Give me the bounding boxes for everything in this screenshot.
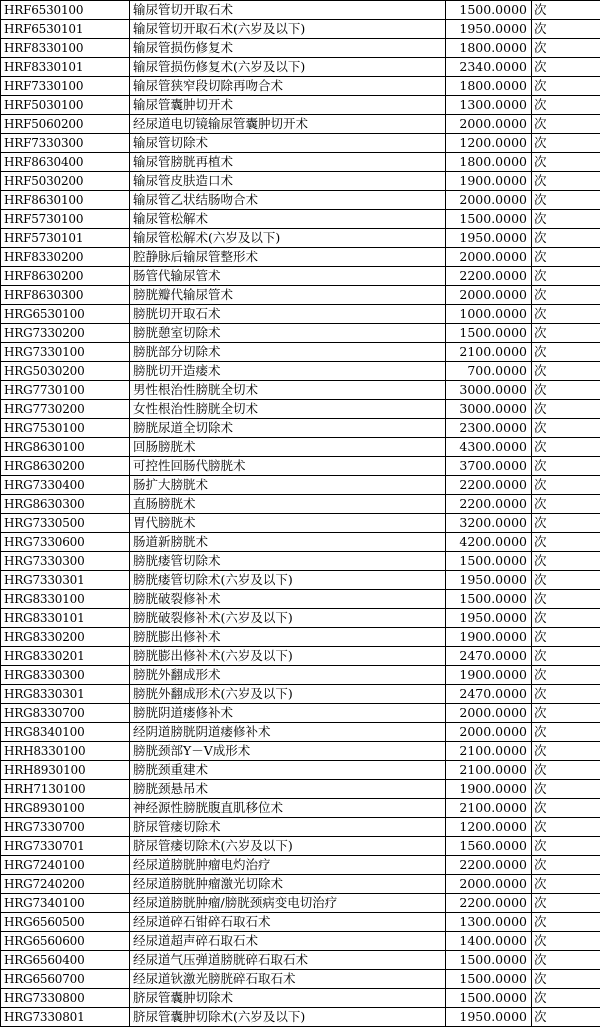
item-price-cell: 2200.0000 bbox=[446, 894, 532, 913]
item-name-cell: 膀胱瓣代输尿管术 bbox=[130, 286, 446, 305]
item-name-cell: 输尿管损伤修复术(六岁及以下) bbox=[130, 58, 446, 77]
item-name-cell: 输尿管膀胱再植术 bbox=[130, 153, 446, 172]
item-name-cell: 输尿管切开取石术(六岁及以下) bbox=[130, 20, 446, 39]
item-code-cell: HRF8630400 bbox=[1, 153, 130, 172]
item-unit-cell: 次 bbox=[532, 761, 600, 780]
table-row bbox=[1, 571, 600, 590]
item-code-cell: HRG6560400 bbox=[1, 951, 130, 970]
item-name-cell: 经尿道超声碎石取石术 bbox=[130, 932, 446, 951]
item-price-cell: 4200.0000 bbox=[446, 533, 532, 552]
item-code-cell: HRG8330301 bbox=[1, 685, 130, 704]
table-row bbox=[1, 20, 600, 39]
item-name-cell: 膀胱部分切除术 bbox=[130, 343, 446, 362]
table-row bbox=[1, 932, 600, 951]
item-name-cell: 膀胱膨出修补术 bbox=[130, 628, 446, 647]
item-unit-cell: 次 bbox=[532, 894, 600, 913]
item-price-cell: 1900.0000 bbox=[446, 172, 532, 191]
item-name-cell: 肠扩大膀胱术 bbox=[130, 476, 446, 495]
item-code-cell: HRG6560600 bbox=[1, 932, 130, 951]
table-row bbox=[1, 210, 600, 229]
table-row bbox=[1, 96, 600, 115]
item-code-cell: HRF5030100 bbox=[1, 96, 130, 115]
item-code-cell: HRF8330200 bbox=[1, 248, 130, 267]
item-unit-cell: 次 bbox=[532, 932, 600, 951]
item-code-cell: HRG8930100 bbox=[1, 799, 130, 818]
item-code-cell: HRF5730101 bbox=[1, 229, 130, 248]
table-row bbox=[1, 362, 600, 381]
item-name-cell: 膀胱尿道全切除术 bbox=[130, 419, 446, 438]
item-price-cell: 4300.0000 bbox=[446, 438, 532, 457]
item-price-cell: 3700.0000 bbox=[446, 457, 532, 476]
item-price-cell: 2340.0000 bbox=[446, 58, 532, 77]
table-row bbox=[1, 381, 600, 400]
item-unit-cell: 次 bbox=[532, 818, 600, 837]
item-code-cell: HRH8930100 bbox=[1, 761, 130, 780]
table-row bbox=[1, 647, 600, 666]
item-code-cell: HRF5030200 bbox=[1, 172, 130, 191]
item-price-cell: 1800.0000 bbox=[446, 153, 532, 172]
table-row bbox=[1, 837, 600, 856]
item-name-cell: 腔静脉后输尿管整形术 bbox=[130, 248, 446, 267]
item-name-cell: 脐尿管瘘切除术 bbox=[130, 818, 446, 837]
table-row bbox=[1, 590, 600, 609]
item-price-cell: 1300.0000 bbox=[446, 96, 532, 115]
item-price-cell: 1500.0000 bbox=[446, 324, 532, 343]
table-row bbox=[1, 723, 600, 742]
item-unit-cell: 次 bbox=[532, 495, 600, 514]
item-name-cell: 经尿道电切镜输尿管囊肿切开术 bbox=[130, 115, 446, 134]
item-price-cell: 1950.0000 bbox=[446, 229, 532, 248]
item-name-cell: 输尿管皮肤造口术 bbox=[130, 172, 446, 191]
item-name-cell: 输尿管松解术 bbox=[130, 210, 446, 229]
item-unit-cell: 次 bbox=[532, 780, 600, 799]
item-unit-cell: 次 bbox=[532, 362, 600, 381]
item-unit-cell: 次 bbox=[532, 533, 600, 552]
table-row bbox=[1, 818, 600, 837]
item-price-cell: 2470.0000 bbox=[446, 647, 532, 666]
item-name-cell: 经尿道气压弹道膀胱碎石取石术 bbox=[130, 951, 446, 970]
item-price-cell: 1200.0000 bbox=[446, 818, 532, 837]
item-code-cell: HRF5730100 bbox=[1, 210, 130, 229]
item-unit-cell: 次 bbox=[532, 742, 600, 761]
item-code-cell: HRG7330301 bbox=[1, 571, 130, 590]
item-price-cell: 3000.0000 bbox=[446, 381, 532, 400]
item-unit-cell: 次 bbox=[532, 248, 600, 267]
item-price-cell: 2200.0000 bbox=[446, 856, 532, 875]
table-row bbox=[1, 628, 600, 647]
item-code-cell: HRG8330700 bbox=[1, 704, 130, 723]
item-code-cell: HRG8330101 bbox=[1, 609, 130, 628]
item-unit-cell: 次 bbox=[532, 210, 600, 229]
table-row bbox=[1, 419, 600, 438]
item-name-cell: 输尿管囊肿切开术 bbox=[130, 96, 446, 115]
item-name-cell: 膀胱外翻成形术(六岁及以下) bbox=[130, 685, 446, 704]
item-name-cell: 男性根治性膀胱全切术 bbox=[130, 381, 446, 400]
item-unit-cell: 次 bbox=[532, 343, 600, 362]
item-unit-cell: 次 bbox=[532, 39, 600, 58]
item-unit-cell: 次 bbox=[532, 134, 600, 153]
item-code-cell: HRF5060200 bbox=[1, 115, 130, 134]
item-price-cell: 2470.0000 bbox=[446, 685, 532, 704]
table-row bbox=[1, 799, 600, 818]
item-price-cell: 1560.0000 bbox=[446, 837, 532, 856]
table-row bbox=[1, 343, 600, 362]
item-price-cell: 1950.0000 bbox=[446, 1008, 532, 1027]
item-name-cell: 膀胱憩室切除术 bbox=[130, 324, 446, 343]
table-row bbox=[1, 856, 600, 875]
item-unit-cell: 次 bbox=[532, 685, 600, 704]
item-name-cell: 膀胱颈部Y－V成形术 bbox=[130, 742, 446, 761]
table-row bbox=[1, 552, 600, 571]
table-row bbox=[1, 77, 600, 96]
item-code-cell: HRF8630300 bbox=[1, 286, 130, 305]
item-code-cell: HRH8330100 bbox=[1, 742, 130, 761]
item-unit-cell: 次 bbox=[532, 77, 600, 96]
item-price-cell: 1200.0000 bbox=[446, 134, 532, 153]
fee-table-body bbox=[1, 1, 600, 1027]
item-name-cell: 膀胱外翻成形术 bbox=[130, 666, 446, 685]
item-unit-cell: 次 bbox=[532, 400, 600, 419]
item-name-cell: 输尿管损伤修复术 bbox=[130, 39, 446, 58]
item-code-cell: HRF8330101 bbox=[1, 58, 130, 77]
item-price-cell: 2200.0000 bbox=[446, 495, 532, 514]
table-row bbox=[1, 229, 600, 248]
item-code-cell: HRH7130100 bbox=[1, 780, 130, 799]
item-code-cell: HRG8330201 bbox=[1, 647, 130, 666]
item-code-cell: HRG8630300 bbox=[1, 495, 130, 514]
item-price-cell: 2000.0000 bbox=[446, 723, 532, 742]
item-code-cell: HRG6530100 bbox=[1, 305, 130, 324]
item-unit-cell: 次 bbox=[532, 96, 600, 115]
item-name-cell: 膀胱瘘管切除术(六岁及以下) bbox=[130, 571, 446, 590]
item-code-cell: HRF6530100 bbox=[1, 1, 130, 20]
item-unit-cell: 次 bbox=[532, 58, 600, 77]
item-unit-cell: 次 bbox=[532, 457, 600, 476]
item-price-cell: 700.0000 bbox=[446, 362, 532, 381]
item-name-cell: 膀胱颈悬吊术 bbox=[130, 780, 446, 799]
item-unit-cell: 次 bbox=[532, 856, 600, 875]
item-unit-cell: 次 bbox=[532, 837, 600, 856]
item-name-cell: 膀胱破裂修补术(六岁及以下) bbox=[130, 609, 446, 628]
item-unit-cell: 次 bbox=[532, 267, 600, 286]
item-unit-cell: 次 bbox=[532, 590, 600, 609]
item-unit-cell: 次 bbox=[532, 666, 600, 685]
table-row bbox=[1, 894, 600, 913]
table-row bbox=[1, 970, 600, 989]
table-row bbox=[1, 514, 600, 533]
item-price-cell: 1500.0000 bbox=[446, 590, 532, 609]
item-code-cell: HRG7730200 bbox=[1, 400, 130, 419]
item-price-cell: 2200.0000 bbox=[446, 476, 532, 495]
item-price-cell: 2100.0000 bbox=[446, 343, 532, 362]
item-code-cell: HRG8630200 bbox=[1, 457, 130, 476]
table-row bbox=[1, 761, 600, 780]
table-row bbox=[1, 685, 600, 704]
item-price-cell: 1500.0000 bbox=[446, 951, 532, 970]
item-code-cell: HRF8330100 bbox=[1, 39, 130, 58]
table-row bbox=[1, 989, 600, 1008]
item-unit-cell: 次 bbox=[532, 438, 600, 457]
item-code-cell: HRG8330200 bbox=[1, 628, 130, 647]
item-price-cell: 1900.0000 bbox=[446, 628, 532, 647]
item-price-cell: 2000.0000 bbox=[446, 115, 532, 134]
item-code-cell: HRG8630100 bbox=[1, 438, 130, 457]
item-price-cell: 3000.0000 bbox=[446, 400, 532, 419]
item-code-cell: HRF8630200 bbox=[1, 267, 130, 286]
item-name-cell: 膀胱瘘管切除术 bbox=[130, 552, 446, 571]
item-code-cell: HRG7530100 bbox=[1, 419, 130, 438]
item-unit-cell: 次 bbox=[532, 191, 600, 210]
item-name-cell: 膀胱阴道瘘修补术 bbox=[130, 704, 446, 723]
item-price-cell: 1950.0000 bbox=[446, 20, 532, 39]
item-name-cell: 经尿道膀胱肿瘤电灼治疗 bbox=[130, 856, 446, 875]
item-name-cell: 脐尿管瘘切除术(六岁及以下) bbox=[130, 837, 446, 856]
item-unit-cell: 次 bbox=[532, 628, 600, 647]
table-row bbox=[1, 324, 600, 343]
item-name-cell: 脐尿管囊肿切除术(六岁及以下) bbox=[130, 1008, 446, 1027]
item-code-cell: HRG7330801 bbox=[1, 1008, 130, 1027]
item-name-cell: 膀胱颈重建术 bbox=[130, 761, 446, 780]
item-price-cell: 1500.0000 bbox=[446, 210, 532, 229]
item-unit-cell: 次 bbox=[532, 647, 600, 666]
item-code-cell: HRF7330100 bbox=[1, 77, 130, 96]
item-unit-cell: 次 bbox=[532, 1008, 600, 1027]
table-row bbox=[1, 134, 600, 153]
item-price-cell: 2000.0000 bbox=[446, 704, 532, 723]
item-code-cell: HRF7330300 bbox=[1, 134, 130, 153]
item-unit-cell: 次 bbox=[532, 913, 600, 932]
item-name-cell: 脐尿管囊肿切除术 bbox=[130, 989, 446, 1008]
item-name-cell: 可控性回肠代膀胱术 bbox=[130, 457, 446, 476]
item-price-cell: 2100.0000 bbox=[446, 742, 532, 761]
item-name-cell: 女性根治性膀胱全切术 bbox=[130, 400, 446, 419]
item-unit-cell: 次 bbox=[532, 286, 600, 305]
table-row bbox=[1, 704, 600, 723]
table-row bbox=[1, 951, 600, 970]
item-name-cell: 经阴道膀胱阴道瘘修补术 bbox=[130, 723, 446, 742]
item-code-cell: HRG8340100 bbox=[1, 723, 130, 742]
item-unit-cell: 次 bbox=[532, 1, 600, 20]
item-price-cell: 1400.0000 bbox=[446, 932, 532, 951]
item-unit-cell: 次 bbox=[532, 419, 600, 438]
table-row bbox=[1, 39, 600, 58]
item-name-cell: 输尿管狭窄段切除再吻合术 bbox=[130, 77, 446, 96]
item-name-cell: 胃代膀胱术 bbox=[130, 514, 446, 533]
item-name-cell: 神经源性膀胱腹直肌移位术 bbox=[130, 799, 446, 818]
item-code-cell: HRG7330701 bbox=[1, 837, 130, 856]
table-row bbox=[1, 666, 600, 685]
item-price-cell: 1500.0000 bbox=[446, 970, 532, 989]
item-code-cell: HRG8330300 bbox=[1, 666, 130, 685]
item-price-cell: 2000.0000 bbox=[446, 191, 532, 210]
table-row bbox=[1, 495, 600, 514]
item-unit-cell: 次 bbox=[532, 115, 600, 134]
item-unit-cell: 次 bbox=[532, 153, 600, 172]
item-name-cell: 经尿道膀胱肿瘤/膀胱颈病变电切治疗 bbox=[130, 894, 446, 913]
table-row bbox=[1, 305, 600, 324]
item-price-cell: 2200.0000 bbox=[446, 267, 532, 286]
item-name-cell: 输尿管松解术(六岁及以下) bbox=[130, 229, 446, 248]
item-unit-cell: 次 bbox=[532, 571, 600, 590]
table-row bbox=[1, 913, 600, 932]
table-row bbox=[1, 742, 600, 761]
table-row bbox=[1, 875, 600, 894]
item-unit-cell: 次 bbox=[532, 989, 600, 1008]
item-code-cell: HRF8630100 bbox=[1, 191, 130, 210]
item-price-cell: 1900.0000 bbox=[446, 666, 532, 685]
table-row bbox=[1, 780, 600, 799]
item-code-cell: HRG8330100 bbox=[1, 590, 130, 609]
item-unit-cell: 次 bbox=[532, 229, 600, 248]
item-name-cell: 经尿道碎石钳碎石取石术 bbox=[130, 913, 446, 932]
item-name-cell: 肠管代输尿管术 bbox=[130, 267, 446, 286]
table-row bbox=[1, 438, 600, 457]
item-code-cell: HRG7730100 bbox=[1, 381, 130, 400]
item-code-cell: HRG7340100 bbox=[1, 894, 130, 913]
item-unit-cell: 次 bbox=[532, 704, 600, 723]
item-price-cell: 2100.0000 bbox=[446, 799, 532, 818]
item-name-cell: 肠道新膀胱术 bbox=[130, 533, 446, 552]
item-unit-cell: 次 bbox=[532, 381, 600, 400]
item-code-cell: HRG6560500 bbox=[1, 913, 130, 932]
item-code-cell: HRG7330300 bbox=[1, 552, 130, 571]
item-code-cell: HRG7330800 bbox=[1, 989, 130, 1008]
item-price-cell: 1800.0000 bbox=[446, 39, 532, 58]
item-unit-cell: 次 bbox=[532, 552, 600, 571]
table-row bbox=[1, 533, 600, 552]
item-price-cell: 1500.0000 bbox=[446, 989, 532, 1008]
item-name-cell: 膀胱破裂修补术 bbox=[130, 590, 446, 609]
table-row bbox=[1, 476, 600, 495]
item-price-cell: 1950.0000 bbox=[446, 609, 532, 628]
table-row bbox=[1, 609, 600, 628]
item-code-cell: HRG7330100 bbox=[1, 343, 130, 362]
table-row bbox=[1, 248, 600, 267]
item-name-cell: 回肠膀胱术 bbox=[130, 438, 446, 457]
item-unit-cell: 次 bbox=[532, 476, 600, 495]
table-row bbox=[1, 153, 600, 172]
item-name-cell: 输尿管切除术 bbox=[130, 134, 446, 153]
item-unit-cell: 次 bbox=[532, 799, 600, 818]
item-name-cell: 经尿道膀胱肿瘤激光切除术 bbox=[130, 875, 446, 894]
item-code-cell: HRG7330700 bbox=[1, 818, 130, 837]
table-row bbox=[1, 267, 600, 286]
item-unit-cell: 次 bbox=[532, 875, 600, 894]
item-name-cell: 输尿管切开取石术 bbox=[130, 1, 446, 20]
item-price-cell: 2000.0000 bbox=[446, 248, 532, 267]
item-price-cell: 2000.0000 bbox=[446, 286, 532, 305]
item-unit-cell: 次 bbox=[532, 723, 600, 742]
item-price-cell: 1500.0000 bbox=[446, 1, 532, 20]
item-unit-cell: 次 bbox=[532, 609, 600, 628]
item-price-cell: 1950.0000 bbox=[446, 571, 532, 590]
item-price-cell: 1800.0000 bbox=[446, 77, 532, 96]
table-row bbox=[1, 286, 600, 305]
item-unit-cell: 次 bbox=[532, 172, 600, 191]
item-price-cell: 2300.0000 bbox=[446, 419, 532, 438]
item-code-cell: HRG6560700 bbox=[1, 970, 130, 989]
item-unit-cell: 次 bbox=[532, 951, 600, 970]
table-row bbox=[1, 400, 600, 419]
table-row bbox=[1, 1008, 600, 1027]
item-code-cell: HRG7330500 bbox=[1, 514, 130, 533]
item-name-cell: 膀胱切开取石术 bbox=[130, 305, 446, 324]
item-price-cell: 1500.0000 bbox=[446, 552, 532, 571]
item-price-cell: 3200.0000 bbox=[446, 514, 532, 533]
table-row bbox=[1, 191, 600, 210]
item-unit-cell: 次 bbox=[532, 305, 600, 324]
item-name-cell: 膀胱切开造瘘术 bbox=[130, 362, 446, 381]
item-name-cell: 直肠膀胱术 bbox=[130, 495, 446, 514]
item-price-cell: 1300.0000 bbox=[446, 913, 532, 932]
table-row bbox=[1, 457, 600, 476]
table-row bbox=[1, 58, 600, 77]
table-row bbox=[1, 172, 600, 191]
item-unit-cell: 次 bbox=[532, 324, 600, 343]
item-name-cell: 膀胱膨出修补术(六岁及以下) bbox=[130, 647, 446, 666]
table-row bbox=[1, 1, 600, 20]
item-price-cell: 1900.0000 bbox=[446, 780, 532, 799]
item-name-cell: 经尿道钬激光膀胱碎石取石术 bbox=[130, 970, 446, 989]
item-price-cell: 1000.0000 bbox=[446, 305, 532, 324]
item-code-cell: HRF6530101 bbox=[1, 20, 130, 39]
item-unit-cell: 次 bbox=[532, 514, 600, 533]
item-code-cell: HRG7330400 bbox=[1, 476, 130, 495]
item-price-cell: 2000.0000 bbox=[446, 875, 532, 894]
item-code-cell: HRG5030200 bbox=[1, 362, 130, 381]
item-code-cell: HRG7330200 bbox=[1, 324, 130, 343]
item-price-cell: 2100.0000 bbox=[446, 761, 532, 780]
item-unit-cell: 次 bbox=[532, 970, 600, 989]
item-code-cell: HRG7330600 bbox=[1, 533, 130, 552]
item-code-cell: HRG7240200 bbox=[1, 875, 130, 894]
item-unit-cell: 次 bbox=[532, 20, 600, 39]
table-row bbox=[1, 115, 600, 134]
item-code-cell: HRG7240100 bbox=[1, 856, 130, 875]
item-name-cell: 输尿管乙状结肠吻合术 bbox=[130, 191, 446, 210]
